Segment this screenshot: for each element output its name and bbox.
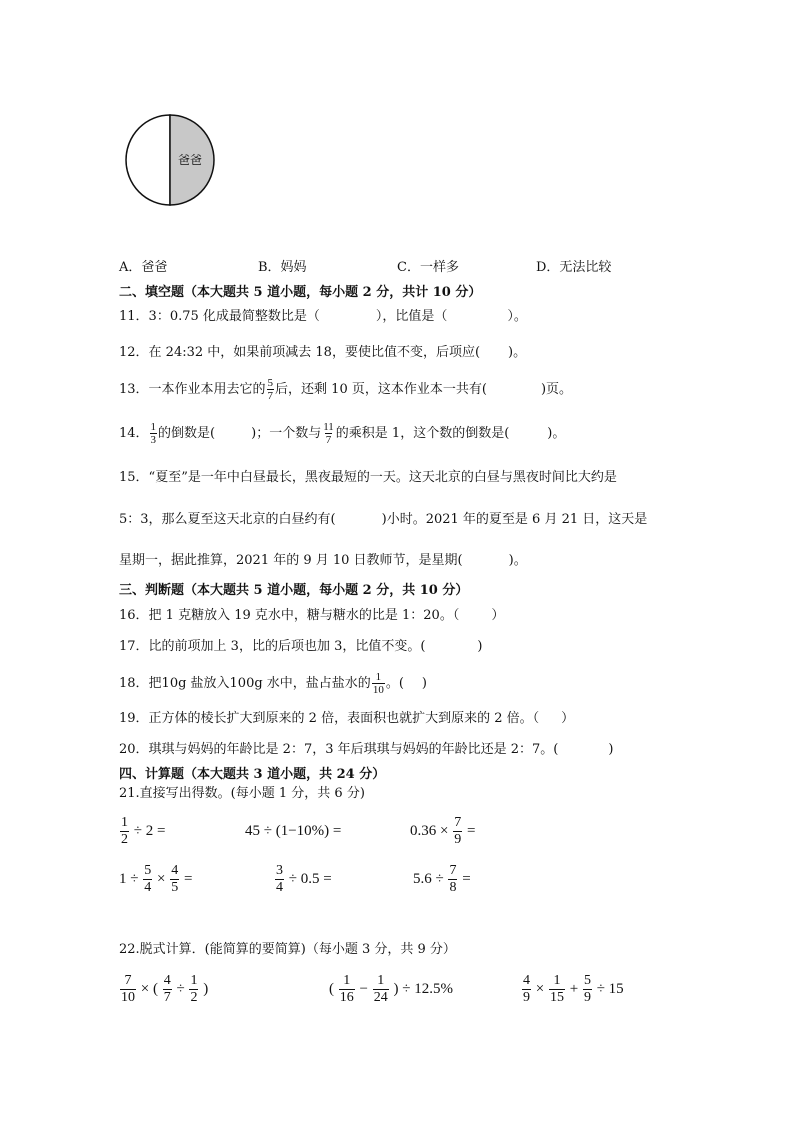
pie-mom-half [126,115,170,205]
question-17: 17．比的前项加上 3，比的后项也加 3，比值不变。( ) [119,639,483,654]
fraction: $\frac{7}{10}$ [121,973,135,1005]
fraction: $\frac{7}{8}$ [449,863,457,895]
question-15-line1: 15．“夏至”是一年中白昼最长，黑夜最短的一天。这天北京的白昼与黑夜时间比大约是 [119,470,617,485]
calc-expr-21-3: 0.36 × $\frac{7}{9}$ = [410,815,476,847]
option-b: B．妈妈 [258,260,307,275]
question-20: 20．琪琪与妈妈的年龄比是 2：7，3 年后琪琪与妈妈的年龄比还是 2：7。( ) [119,742,614,757]
pie-label-dad: 爸爸 [178,153,203,167]
fraction: $\frac{5}{7}$ [267,377,274,402]
fraction: $\frac{1}{24}$ [373,973,388,1005]
calc-expr-21-1: $\frac{1}{2}$ ÷ 2 = [121,815,166,847]
fraction: $\frac{1}{15}$ [549,973,564,1005]
question-14: 14． $\frac{1}{3}$ 的倒数是( )；一个数与 $\frac{11}{7}$ 的乘积是 1，这个数的倒数是( )。 [119,421,566,446]
question-21-title: 21.直接写出得数。(每小题 1 分，共 6 分) [119,786,365,801]
section-judgment-title: 三、判断题（本大题共 5 道小题，每小题 2 分，共 10 分） [119,583,469,598]
fraction: $\frac{1}{2}$ [121,815,128,847]
calc-expr-22-2: ( $\frac{1}{16}$ − $\frac{1}{24}$ ) ÷ 12.5% [329,973,453,1005]
question-22-title: 22.脱式计算．(能简算的要简算)（每小题 3 分，共 9 分） [119,942,456,957]
question-13: 13．一本作业本用去它的 $\frac{5}{7}$ 后，还剩 10 页，这本作业本一共有( )页。 [119,377,573,402]
calc-expr-21-6: 5.6 ÷ $\frac{7}{8}$ = [413,863,471,895]
calc-expr-22-3: $\frac{4}{9}$ × $\frac{1}{15}$ + $\frac{5}{9}$ ÷ 15 [523,973,624,1005]
fraction: $\frac{7}{9}$ [454,815,462,847]
calc-expr-21-5: $\frac{3}{4}$ ÷ 0.5 = [276,863,332,895]
question-11: 11．3：0.75 化成最简整数比是（ ），比值是（ ）。 [119,309,527,324]
fraction: $\frac{11}{7}$ [323,421,334,446]
option-d: D．无法比较 [536,260,612,275]
question-19: 19．正方体的棱长扩大到原来的 2 倍，表面积也就扩大到原来的 2 倍。（ ） [119,711,575,726]
option-c: C．一样多 [397,260,459,275]
section-fill-blank-title: 二、填空题（本大题共 5 道小题，每小题 2 分，共计 10 分） [119,285,482,300]
fraction: $\frac{1}{16}$ [339,973,354,1005]
calc-expr-22-1: $\frac{7}{10}$ × ( $\frac{4}{7}$ ÷ $\frac{1}{2}$ ) [121,973,209,1005]
pie-chart [122,112,218,210]
fraction: $\frac{1}{10}$ [372,671,384,696]
question-16: 16．把 1 克糖放入 19 克水中，糖与糖水的比是 1：20。（ ） [119,608,505,623]
question-18: 18．把10g 盐放入100g 水中，盐占盐水的 $\frac{1}{10}$ 。( ) [119,671,427,696]
option-a: A．爸爸 [119,260,168,275]
fraction: $\frac{4}{7}$ [163,973,171,1005]
section-calc-title: 四、计算题（本大题共 3 道小题，共 24 分） [119,767,386,782]
calc-expr-21-2: 45 ÷ (1−10%) = [245,823,342,839]
fraction: $\frac{1}{3}$ [150,421,157,446]
question-12: 12．在 24:32 中，如果前项减去 18，要使比值不变，后项应( )。 [119,345,527,360]
fraction: $\frac{5}{9}$ [583,973,591,1005]
fraction: $\frac{3}{4}$ [276,863,283,895]
question-15-line2: 5：3，那么夏至这天北京的白昼约有( )小时。2021 年的夏至是 6 月 21 日，这天是 [119,512,648,527]
fraction: $\frac{4}{5}$ [171,863,179,895]
calc-expr-21-4: 1 ÷ $\frac{5}{4}$ × $\frac{4}{5}$ = [119,863,193,895]
fraction: $\frac{4}{9}$ [523,973,530,1005]
fraction: $\frac{5}{4}$ [144,863,152,895]
question-15-line3: 星期一，据此推算，2021 年的 9 月 10 日教师节，是星期( )。 [119,553,527,568]
fraction: $\frac{1}{2}$ [190,973,198,1005]
